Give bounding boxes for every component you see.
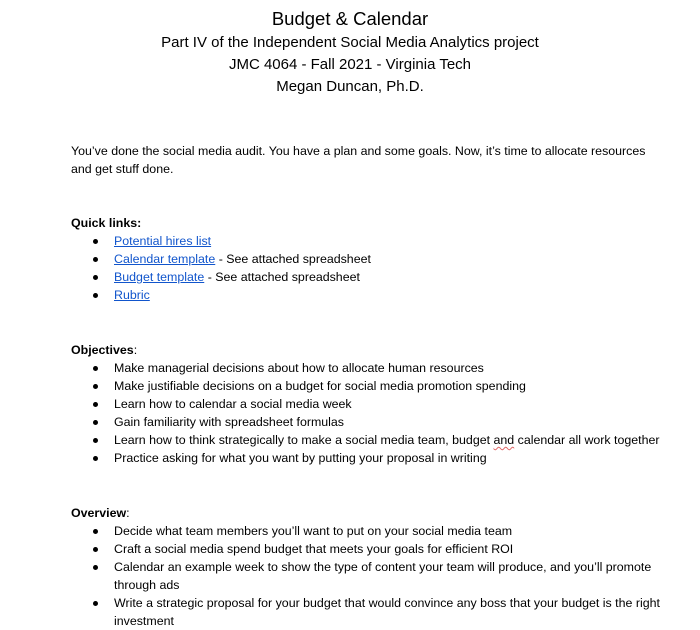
- quick-links-heading: Quick links:: [71, 216, 142, 230]
- list-item: Learn how to calendar a social media week: [71, 395, 661, 413]
- calendar-template-link[interactable]: Calendar template: [114, 252, 216, 266]
- intro-paragraph: You’ve done the social media audit. You have a plan and some goals. Now, it’s time to allocate resources and get stuff done.: [71, 144, 646, 176]
- list-item: Calendar an example week to show the type of content your team will produce, and you’ll promote through ads: [71, 558, 661, 594]
- list-item: Gain familiarity with spreadsheet formulas: [71, 413, 661, 431]
- calendar-template-note: - See attached spreadsheet: [215, 252, 371, 266]
- overview-list: [71, 522, 661, 630]
- overview-heading: Overview:: [71, 506, 130, 520]
- list-item: Craft a social media spend budget that meets your goals for efficient ROI: [71, 540, 661, 558]
- objectives-heading: Objectives:: [71, 343, 138, 357]
- spellcheck-flag: and: [493, 433, 515, 447]
- objectives-list: [71, 359, 661, 467]
- project-subtitle: Part IV of the Independent Social Media Analytics project: [161, 34, 539, 51]
- list-item: Practice asking for what you want by putting your proposal in writing: [71, 449, 661, 467]
- author-line: Megan Duncan, Ph.D.: [276, 78, 424, 95]
- document-title: Budget & Calendar: [271, 8, 429, 29]
- rubric-link[interactable]: Rubric: [114, 288, 150, 302]
- list-item: Make justifiable decisions on a budget for social media promotion spending: [71, 377, 661, 395]
- budget-template-link[interactable]: Budget template: [114, 270, 205, 284]
- list-item: Write a strategic proposal for your budget that would convince any boss that your budget is the right investment: [71, 594, 661, 630]
- potential-hires-link[interactable]: Potential hires list: [114, 234, 212, 248]
- list-item: Make managerial decisions about how to allocate human resources: [71, 359, 661, 377]
- overview-section: [71, 504, 661, 630]
- objectives-section: [71, 341, 661, 467]
- quick-links-section: [71, 214, 661, 304]
- document-header: [0, 6, 700, 98]
- list-item: [71, 232, 661, 250]
- course-line: JMC 4064 - Fall 2021 - Virginia Tech: [228, 56, 472, 73]
- list-item: [71, 268, 661, 286]
- budget-template-note: - See attached spreadsheet: [204, 270, 360, 284]
- list-item: Decide what team members you’ll want to put on your social media team: [71, 522, 661, 540]
- list-item: [71, 286, 661, 304]
- list-item: Learn how to think strategically to make a social media team, budget and calendar all work together: [71, 431, 661, 449]
- list-item: [71, 250, 661, 268]
- quick-links-list: [71, 232, 661, 304]
